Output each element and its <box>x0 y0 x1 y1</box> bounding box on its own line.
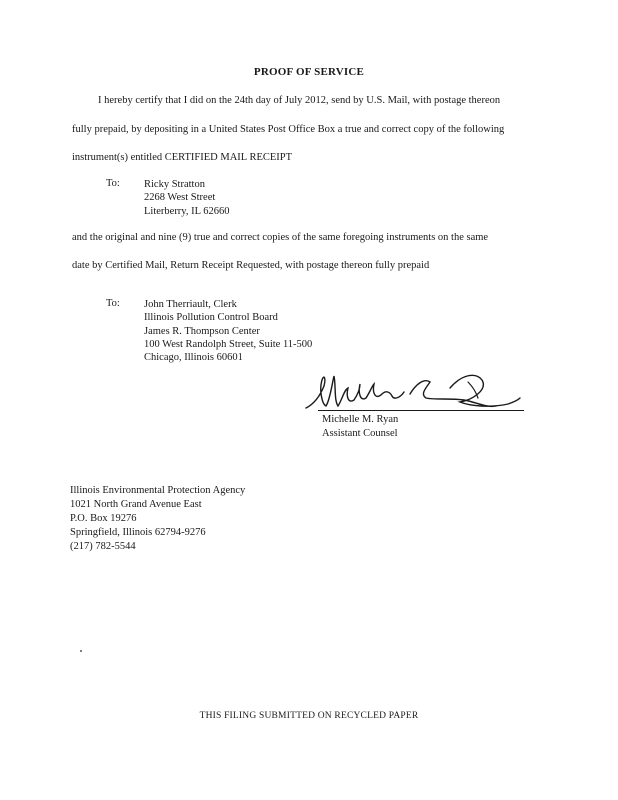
agency-city: Springfield, Illinois 62794-9276 <box>70 527 206 538</box>
agency-street: 1021 North Grand Avenue East <box>70 499 202 510</box>
handwritten-signature <box>300 364 530 420</box>
agency-address-block <box>70 484 245 554</box>
signer-block <box>322 413 398 440</box>
recipient-1-street: 2268 West Street <box>144 192 216 204</box>
copies-line-2: date by Certified Mail, Return Receipt Requested, with postage thereon fully prepaid <box>72 260 430 271</box>
page-title: PROOF OF SERVICE <box>253 66 365 78</box>
recipient-2-to-label: To: <box>106 298 120 309</box>
agency-phone: (217) 782-5544 <box>70 541 136 552</box>
recipient-2-building: James R. Thompson Center <box>144 325 260 337</box>
recipient-2-name: John Therriault, Clerk <box>144 299 237 310</box>
copies-line-1: and the original and nine (9) true and correct copies of the same foregoing instruments on the same <box>72 232 489 243</box>
signer-name: Michelle M. Ryan <box>322 414 399 425</box>
agency-name: Illinois Environmental Protection Agency <box>70 485 246 496</box>
recipient-2-address <box>144 298 312 364</box>
certification-line-2: fully prepaid, by depositing in a United States Post Office Box a true and correct copy of the following <box>72 124 505 135</box>
recipient-1-city: Literberry, IL 62660 <box>144 205 230 217</box>
certification-line-3: instrument(s) entitled CERTIFIED MAIL RECEIPT <box>72 152 293 163</box>
recipient-1-name: Ricky Stratton <box>144 179 205 190</box>
signature-line <box>318 410 524 411</box>
agency-po-box: P.O. Box 19276 <box>70 513 137 524</box>
certification-line-1: I hereby certify that I did on the 24th day of July 2012, send by U.S. Mail, with postage thereon <box>98 95 501 106</box>
recipient-1-address <box>144 178 230 218</box>
recipient-2-city: Chicago, Illinois 60601 <box>144 352 243 364</box>
recipient-2-street: 100 West Randolph Street, Suite 11-500 <box>144 338 313 350</box>
footer-note: THIS FILING SUBMITTED ON RECYCLED PAPER <box>199 711 419 721</box>
recipient-2-org: Illinois Pollution Control Board <box>144 312 278 324</box>
recipient-1-to-label: To: <box>106 178 120 189</box>
signer-title: Assistant Counsel <box>322 427 398 439</box>
scan-speck <box>80 650 82 652</box>
